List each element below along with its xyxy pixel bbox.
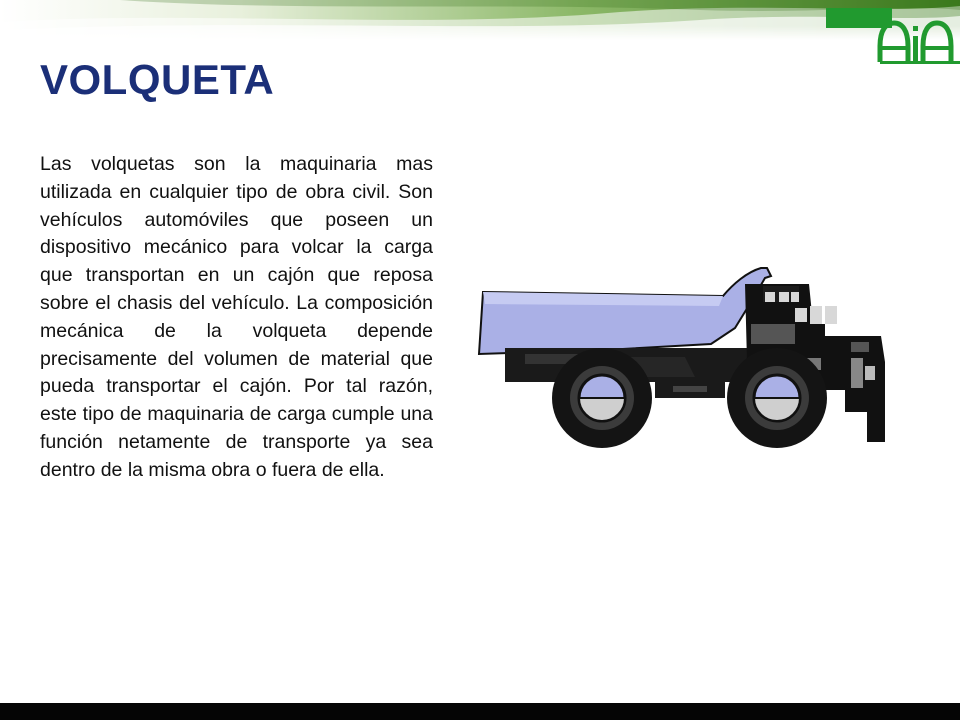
page-title: VOLQUETA <box>40 56 275 103</box>
body-paragraph: Las volquetas son la maquinaria mas utilizada en cualquier tipo de obra civil. Son vehículos automóviles que poseen un dispositivo mecánico para volcar la carga que transportan en un cajón que reposa sobre el chasis del vehículo. La composición mecánica de la volqueta depende precisamente del volumen de material que pueda transportar el cajón. Por tal razón, este tipo de maquinaria de carga cumple una función netamente de transporte ya sea dentro de la misma obra o fuera de ella. <box>40 153 433 481</box>
top-banner <box>0 0 960 40</box>
dump-truck-icon <box>465 262 890 468</box>
aia-logo-icon <box>820 6 960 68</box>
bottom-bar <box>0 703 960 720</box>
aia-logo <box>820 6 960 68</box>
